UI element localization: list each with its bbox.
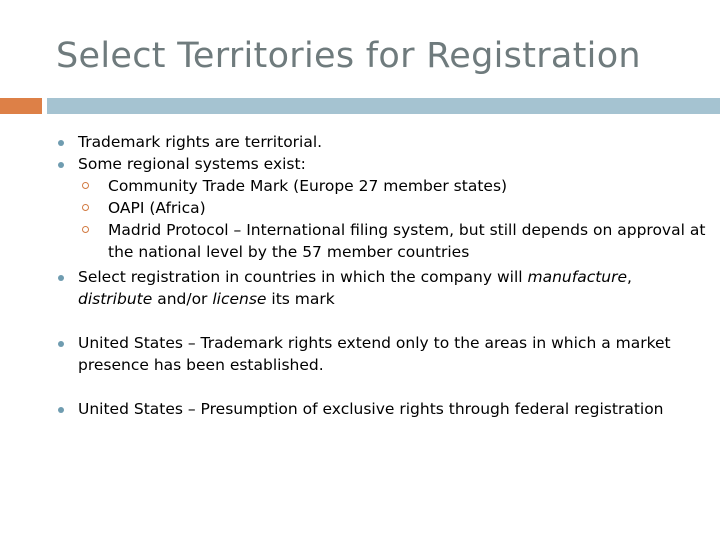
emphasis-license: license — [212, 290, 267, 308]
bullet-item — [56, 332, 706, 376]
bullet-dot-icon — [58, 275, 64, 281]
bullet-item — [56, 153, 706, 175]
slide-title: Select Territories for Registration — [56, 36, 641, 76]
sub-bullet-item — [56, 175, 706, 197]
accent-bar-orange — [0, 98, 42, 114]
accent-bar-blue — [47, 98, 720, 114]
emphasis-distribute: distribute — [78, 290, 153, 308]
bullet-dot-icon — [58, 162, 64, 168]
bullet-item — [56, 131, 706, 153]
sub-bullet-text: OAPI (Africa) — [108, 199, 206, 217]
sub-bullet-item — [56, 197, 706, 219]
bullet-text: United States – Trademark rights extend only to the areas in which a market presence has been established. — [78, 334, 671, 374]
bullet-text: Trademark rights are territorial. — [78, 133, 323, 151]
bullet-text-part: and/or — [152, 290, 213, 308]
sub-bullet-text: Community Trade Mark (Europe 27 member states) — [108, 177, 508, 195]
emphasis-manufacture: manufacture — [527, 268, 628, 286]
sub-bullet-circle-icon — [82, 226, 89, 233]
bullet-dot-icon — [58, 341, 64, 347]
bullet-text-part: Select registration in countries in which the company will — [78, 268, 528, 286]
sub-bullet-circle-icon — [82, 204, 89, 211]
bullet-dot-icon — [58, 407, 64, 413]
sub-bullet-circle-icon — [82, 182, 89, 189]
bullet-text: United States – Presumption of exclusive rights through federal registration — [78, 400, 664, 418]
bullet-text-part: , — [627, 268, 632, 286]
sub-bullet-text: Madrid Protocol – International filing system, but still depends on approval at the national level by the 57 member countries — [108, 221, 706, 261]
sub-bullet-item — [56, 219, 706, 263]
bullet-text: Some regional systems exist: — [78, 155, 306, 173]
bullet-item — [56, 398, 706, 420]
slide-content — [56, 131, 706, 420]
bullet-item — [56, 266, 706, 310]
bullet-text-part: its mark — [266, 290, 335, 308]
bullet-dot-icon — [58, 140, 64, 146]
